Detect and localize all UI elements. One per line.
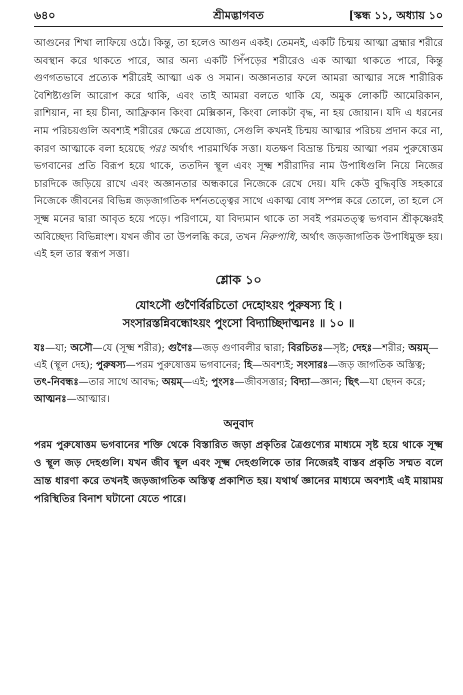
synonym-meaning: —তার সাথে আবদ্ধ; [78, 377, 163, 389]
synonym-meaning: —এই (স্থূল দেহ); [34, 342, 439, 371]
synonym-meaning: —জ্ঞান; [310, 377, 346, 389]
synonym-meaning: —এই; [182, 377, 212, 389]
purport-text-1: আগুনের শিখা লাফিয়ে ওঠে। কিন্তু, তা হলেও আগুন একই। তেমনই, একটি চিন্ময় আত্মা ব্রহ্মার শরীরে অবস্থান করে থাকতে পারে, আর অন্য একটি পিঁপড়ের শরীরেও এক আত্মা থাকতে পারে, কিন্তু গুণগতভাবে প্রত্যেক শরীরেই আত্মা এক ও সমান। অজ্ঞানতার ফলে আমরা আত্মার সঙ্গে শারীরিক বৈশিষ্ট্যগুলি আরোপ করে থাকি, এবং তাই আমরা বলতে থাকি যে, অমুক লোকটি আমেরিকান, রাশিয়ান, না হয় চীনা, আফ্রিকান কিংবা মেক্সিকান, কিংবা লোকটা বৃদ্ধ, না হয় জোয়ান। যদি এ ধরনের নাম পরিচয়গুলি অবশ্যই শরীরের ক্ষেত্রে প্রযোজ্য, সেগুলি কখনই চিন্ময় আত্মার পরিচয় প্রদান করে না, কারণ আত্মাকে বলা হয়েছে [34, 38, 443, 155]
synonym-word: গুণৈঃ [168, 342, 193, 354]
synonym-meaning: —আত্মার। [66, 394, 110, 406]
synonym-meaning: —যে (সূক্ষ্ম শরীর); [92, 342, 169, 354]
synonym-word: পুংসঃ [211, 377, 235, 389]
synonym-meaning: —সৃষ্ট; [323, 342, 353, 354]
synonym-meaning: —যা ছেদন করে; [359, 377, 426, 389]
verse-line-2: সংসারস্তন্নিবন্ধোঽয়ং পুংসো বিদ্যাচ্ছিদাত্মনঃ ॥ ১০ ॥ [122, 315, 355, 330]
synonym-meaning: —জড় জাগতিক অস্তিত্ব; [328, 359, 426, 371]
synonym-word: আত্মনঃ [34, 394, 67, 406]
purport-italic-2: নিরুপাধি, [259, 231, 298, 243]
synonym-meaning: —পরম পুরুষোত্তম ভগবানের; [125, 359, 244, 371]
purport-italic-1: পরঃ [148, 143, 166, 155]
synonym-meaning: —জীবসত্তার; [234, 377, 291, 389]
synonym-word: হি [243, 359, 253, 371]
page-number: ৬৪০ [34, 9, 56, 22]
purport-text-3: অর্থাৎ জড়জাগতিক উপাধিমুক্ত হয়। এই হল তার স্বরূপ সত্তা। [34, 231, 443, 261]
book-title: শ্রীমদ্ভাগবত [213, 9, 264, 22]
purport-paragraph [34, 35, 443, 264]
synonym-word: বিরচিতঃ [287, 342, 323, 354]
section-label: [স্কন্ধ ১১, অধ্যায় ১০ [348, 9, 443, 22]
synonym-word: পুরুষস্য [96, 359, 126, 371]
verse-line-1: যোঽসৌ গুণৈর্বিরচিতো দেহোঽয়ং পুরুষস্য হি । [135, 297, 342, 312]
synonym-word: দেহঃ [352, 342, 373, 354]
translation-paragraph: পরম পুরুষোত্তম ভগবানের শক্তি থেকে বিস্তারিত জড়া প্রকৃতির ত্রৈগুণ্যের মাধ্যমে সৃষ্ট হয়ে থাকে সূক্ষ্ম ও স্থূল জড় দেহগুলি। যখন জীব স্থূল এবং সূক্ষ্ম দেহগুলিকে তার নিজেরই বাস্তব প্রকৃতি সম্মত বলে ভ্রান্ত ধারণা করে তখনই জড়জাগতিক অস্তিত্ব প্রকাশিত হয়। যথার্থ জ্ঞানের মাধ্যমে অবশ্যই এই মায়াময় পরিস্থিতির বিনাশ ঘটানো যেতে পারে। [34, 438, 443, 505]
synonym-meaning: —যা; [45, 342, 71, 354]
synonym-word: অয়ম্ [408, 342, 429, 354]
synonym-meaning: —জড় গুণাবলীর দ্বারা; [192, 342, 288, 354]
synonyms-paragraph [34, 340, 443, 409]
synonym-meaning: —শরীর; [372, 342, 409, 354]
header-rule [34, 26, 443, 27]
synonym-meaning: —অবশ্যই; [252, 359, 297, 371]
synonym-word: বিদ্যা [290, 377, 311, 389]
synonym-word: যঃ [34, 342, 46, 354]
synonym-word: ছিৎ [345, 377, 360, 389]
synonym-word: অসৌ [70, 342, 93, 354]
translation-heading: অনুবাদ [223, 417, 254, 430]
purport-text-2: অর্থাৎ পারমার্থিক সত্তা। যতক্ষণ বিভ্রান্ত চিন্ময় আত্মা পরম পুরুষোত্তম ভগবানের প্রতি বিরূপ হয়ে থাকে, ততদিন স্থূল এবং সূক্ষ্ম শরীরাদির নাম উপাধিগুলি নিয়ে নিজের চারদিকে জড়িয়ে রাখে এবং অজ্ঞানতার অন্ধকারে নিজেকে রেখে দেয়। যদি কেউ বুদ্ধিবৃত্তি সহকারে নিজেকে জীবনের বিভিন্ন জড়জাগতিক দর্শনতত্ত্বের সাথে একাত্ম বোধ সম্পন্ন করে তোলে, তা হলে সে সূক্ষ্ম মনের দ্বারা আবৃত হয়ে পড়ে। পরিণামে, যা বিদ্যমান থাকে তা সবই পরমতত্ত্ব ভগবান শ্রীকৃষ্ণেরই অবিচ্ছেদ্য বিভিন্নাংশ। যখন জীব তা উপলব্ধি করে, তখন [34, 143, 443, 243]
synonym-word: অয়ম্ [162, 377, 183, 389]
verse-heading: শ্লোক ১০ [215, 271, 262, 287]
synonym-word: সংসারঃ [296, 359, 329, 371]
running-header [34, 0, 443, 26]
synonym-word: তৎ-নিবন্ধঃ [34, 377, 79, 389]
